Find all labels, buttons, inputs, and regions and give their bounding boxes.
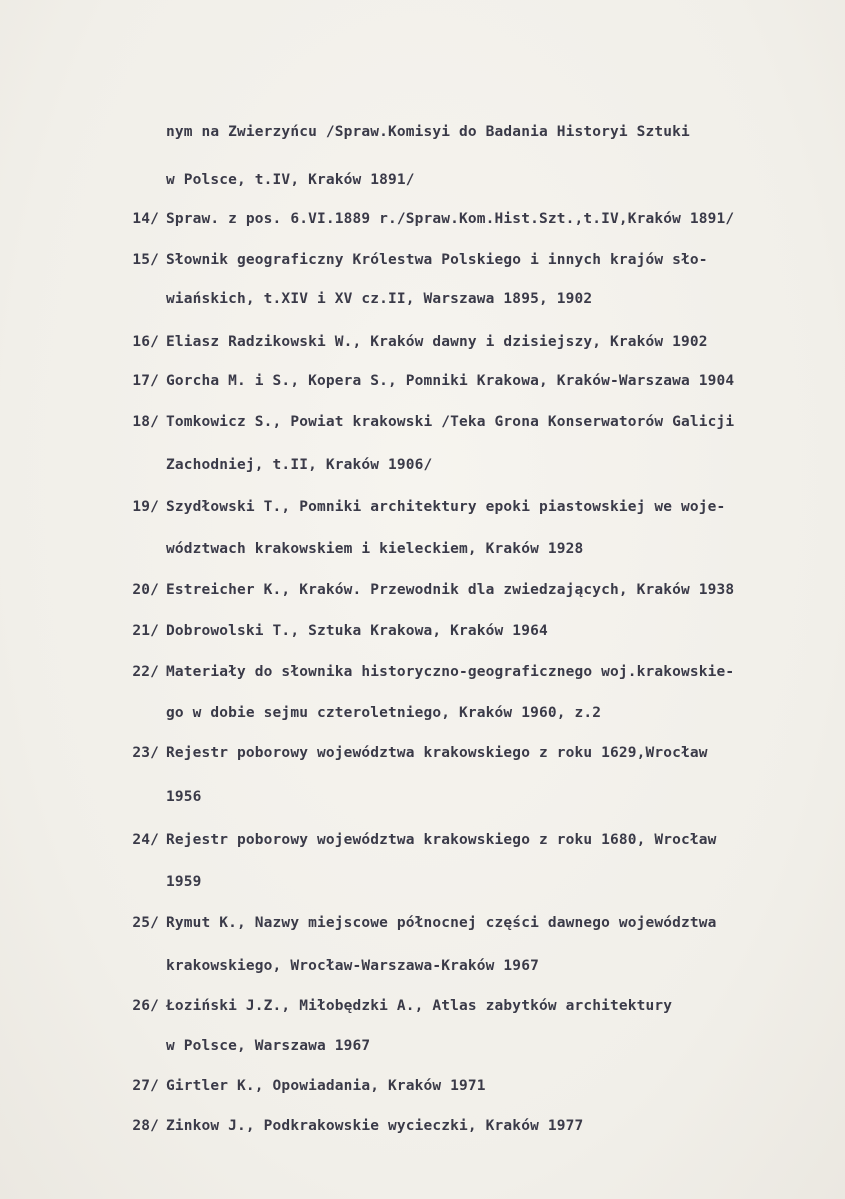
entry-number: 20/ <box>132 582 159 598</box>
entry-text: Estreicher K., Kraków. Przewodnik dla zwiedzających, Kraków 1938 <box>166 582 735 598</box>
entry-number: 15/ <box>132 252 159 268</box>
entry-number: 24/ <box>132 832 159 848</box>
entry-number: 16/ <box>132 334 159 350</box>
entry-text-continuation: 1959 <box>166 874 202 890</box>
entry-text-continuation: go w dobie sejmu czteroletniego, Kraków 1960, z.2 <box>166 705 602 721</box>
entry-text: Szydłowski T., Pomniki architektury epoki piastowskiej we woje- <box>166 499 726 515</box>
entry-number: 27/ <box>132 1078 159 1094</box>
entry-number: 19/ <box>132 499 159 515</box>
entry-number: 21/ <box>132 623 159 639</box>
entry-number: 18/ <box>132 414 159 430</box>
entry-number: 23/ <box>132 745 159 761</box>
entry-text: Girtler K., Opowiadania, Kraków 1971 <box>166 1078 486 1094</box>
entry-number: 25/ <box>132 915 159 931</box>
entry-number: 17/ <box>132 373 159 389</box>
intro-line-1: nym na Zwierzyńcu /Spraw.Komisyi do Badania Historyi Sztuki <box>166 124 690 140</box>
entry-number: 22/ <box>132 664 159 680</box>
entry-text: Rymut K., Nazwy miejscowe północnej części dawnego województwa <box>166 915 717 931</box>
entry-text: Słownik geograficzny Królestwa Polskiego i innych krajów sło- <box>166 252 708 268</box>
entry-number: 28/ <box>132 1118 159 1134</box>
entry-text: Eliasz Radzikowski W., Kraków dawny i dzisiejszy, Kraków 1902 <box>166 334 708 350</box>
entry-text-continuation: wiańskich, t.XIV i XV cz.II, Warszawa 1895, 1902 <box>166 291 593 307</box>
entry-text-continuation: wództwach krakowskiem i kieleckiem, Kraków 1928 <box>166 541 584 557</box>
entry-text-continuation: Zachodniej, t.II, Kraków 1906/ <box>166 457 433 473</box>
entry-text-continuation: krakowskiego, Wrocław-Warszawa-Kraków 1967 <box>166 958 539 974</box>
entry-text: Rejestr poborowy województwa krakowskiego z roku 1629,Wrocław <box>166 745 708 761</box>
entry-text: Dobrowolski T., Sztuka Krakowa, Kraków 1964 <box>166 623 548 639</box>
entry-text: Rejestr poborowy województwa krakowskiego z roku 1680, Wrocław <box>166 832 717 848</box>
entry-text: Gorcha M. i S., Kopera S., Pomniki Krakowa, Kraków-Warszawa 1904 <box>166 373 735 389</box>
entry-text-continuation: 1956 <box>166 789 202 805</box>
entry-text: Zinkow J., Podkrakowskie wycieczki, Kraków 1977 <box>166 1118 584 1134</box>
entry-text-continuation: w Polsce, Warszawa 1967 <box>166 1038 371 1054</box>
entry-text: Spraw. z pos. 6.VI.1889 r./Spraw.Kom.Hist.Szt.,t.IV,Kraków 1891/ <box>166 211 735 227</box>
entry-text: Materiały do słownika historyczno-geograficznego woj.krakowskie- <box>166 664 735 680</box>
entry-number: 26/ <box>132 998 159 1014</box>
entry-text: Tomkowicz S., Powiat krakowski /Teka Grona Konserwatorów Galicji <box>166 414 735 430</box>
entry-number: 14/ <box>132 211 159 227</box>
entry-text: Łoziński J.Z., Miłobędzki A., Atlas zabytków architektury <box>166 998 673 1014</box>
intro-line-2: w Polsce, t.IV, Kraków 1891/ <box>166 172 415 188</box>
